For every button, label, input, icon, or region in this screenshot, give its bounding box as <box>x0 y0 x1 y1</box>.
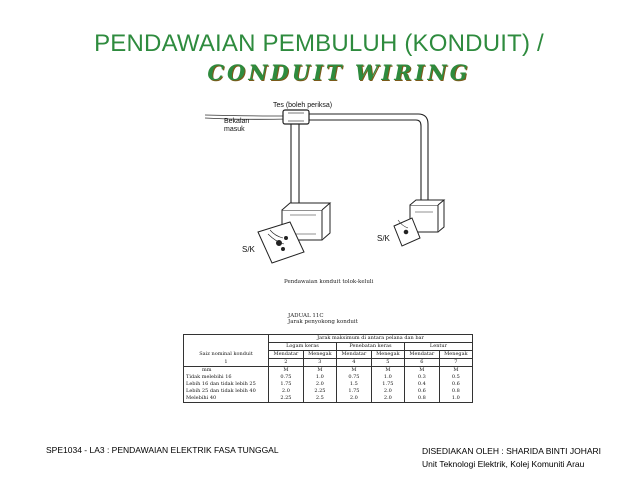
sub-header-1: Mendatar <box>269 351 304 359</box>
header-top: Jarak maksimum di antara pelana dan bar <box>269 335 473 343</box>
col-num-7: 7 <box>439 359 472 367</box>
row-value: 0.6 <box>404 388 439 395</box>
horizontal-conduit <box>309 114 428 205</box>
sk-label-left: S/K <box>242 245 255 254</box>
row-value: 1.75 <box>269 381 304 388</box>
footer-course: SPE1034 - LA3 : PENDAWAIAN ELEKTRIK FASA TUNGGAL <box>46 445 279 455</box>
conduit-spacing-table <box>183 334 473 403</box>
table-caption-subtitle: Jarak penyokong konduit <box>288 319 358 325</box>
diagram-caption: Pendawaian konduit tolok-keluli <box>284 279 374 285</box>
row-value: 2.25 <box>269 395 304 403</box>
row-value: 1.75 <box>371 381 404 388</box>
unit-row-3: M <box>303 367 336 375</box>
row-value: 1.0 <box>439 395 472 403</box>
row-value: 0.6 <box>439 381 472 388</box>
sk-label-right: S/K <box>377 234 390 243</box>
table-row <box>184 374 473 381</box>
row-value: 0.75 <box>336 374 371 381</box>
col-num-5: 5 <box>371 359 404 367</box>
table-row <box>184 388 473 395</box>
table-caption-title: JADUAL 11C <box>288 313 324 319</box>
table-row <box>184 381 473 388</box>
row-value: 2.25 <box>303 388 336 395</box>
sub-header-3: Mendatar <box>336 351 371 359</box>
supply-label: Bekalan <box>224 118 250 125</box>
row-value: 1.5 <box>336 381 371 388</box>
row-value: 2.0 <box>371 395 404 403</box>
unit-row-5: M <box>371 367 404 375</box>
sub-header-4: Menegak <box>371 351 404 359</box>
row-value: 2.0 <box>303 381 336 388</box>
row-value: 0.75 <box>269 374 304 381</box>
row-value: 1.75 <box>336 388 371 395</box>
sub-header-6: Menegak <box>439 351 472 359</box>
row-value: 0.8 <box>404 395 439 403</box>
footer-institution: Unit Teknologi Elektrik, Kolej Komuniti Arau <box>422 459 585 469</box>
row-value: 2.0 <box>336 395 371 403</box>
sub-header-2: Menegak <box>303 351 336 359</box>
row-value: 0.8 <box>439 388 472 395</box>
row-value: 0.4 <box>404 381 439 388</box>
unit-row-size: mm <box>184 367 269 375</box>
row-label: Tidak melebihi 16 <box>184 374 269 381</box>
slide-subtitle: CONDUIT WIRING <box>207 60 471 85</box>
unit-row-7: M <box>439 367 472 375</box>
row-value: 2.0 <box>269 388 304 395</box>
group-flexible: Lentur <box>404 343 472 351</box>
row-value: 0.5 <box>439 374 472 381</box>
row-value: 1.0 <box>303 374 336 381</box>
col-size-num: 1 <box>184 359 269 367</box>
col-num-3: 3 <box>303 359 336 367</box>
tee-junction <box>283 110 309 124</box>
group-insulated: Penebatan keras <box>336 343 404 351</box>
row-label: Melebihi 40 <box>184 395 269 403</box>
col-size-header-blank <box>184 335 269 343</box>
row-value: 1.0 <box>371 374 404 381</box>
supply-label-2: masuk <box>224 126 245 133</box>
row-value: 2.5 <box>303 395 336 403</box>
footer-credits <box>418 445 628 471</box>
sub-header-5: Mendatar <box>404 351 439 359</box>
table-row <box>184 395 473 403</box>
row-value: 0.3 <box>404 374 439 381</box>
footer-author: DISEDIAKAN OLEH : SHARIDA BINTI JOHARI <box>422 446 602 456</box>
table-caption <box>288 313 358 325</box>
col-num-2: 2 <box>269 359 304 367</box>
group-metal: Logam keras <box>269 343 337 351</box>
row-label: Lebih 16 dan tidak lebih 25 <box>184 381 269 388</box>
unit-row-6: M <box>404 367 439 375</box>
slide-title: PENDAWAIAN PEMBULUH (KONDUIT) / <box>94 30 544 57</box>
col-size-header: Saiz nominal konduit <box>184 351 269 359</box>
col-num-6: 6 <box>404 359 439 367</box>
col-size-blank-2 <box>184 343 269 351</box>
row-value: 2.0 <box>371 388 404 395</box>
unit-row-2: M <box>269 367 304 375</box>
tee-label: Tes (boleh periksa) <box>273 102 333 109</box>
unit-row-4: M <box>336 367 371 375</box>
col-num-4: 4 <box>336 359 371 367</box>
row-label: Lebih 25 dan tidak lebih 40 <box>184 388 269 395</box>
